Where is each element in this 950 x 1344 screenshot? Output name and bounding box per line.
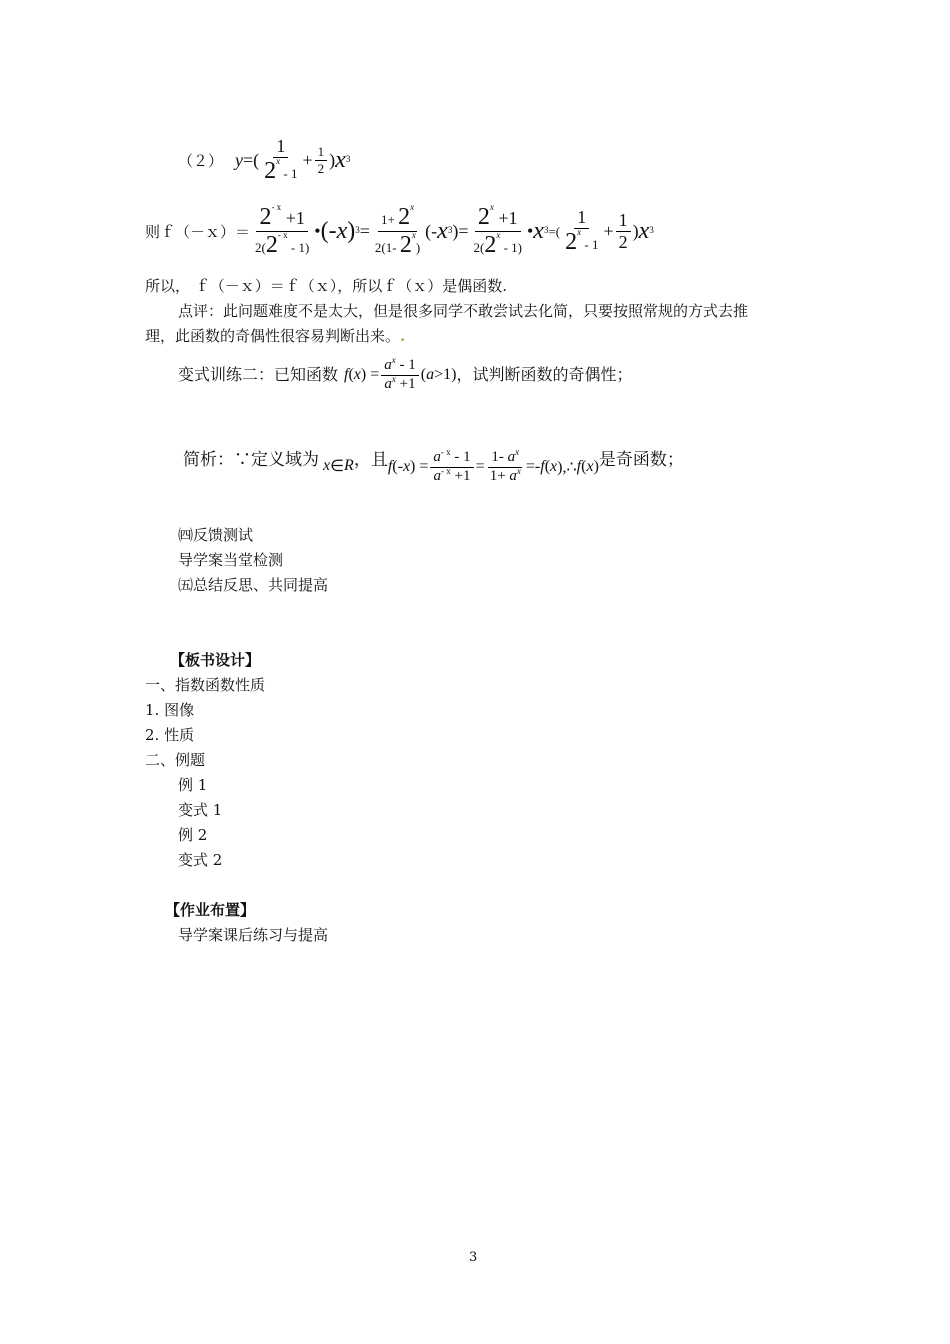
- derivation-prefix: 则ｆ（－ｘ）＝: [145, 222, 251, 241]
- board-sub-item: 例 2: [178, 826, 208, 844]
- summary-title: ㈤总结反思、共同提高: [178, 576, 329, 594]
- variant-prefix: 变式训练二：已知函数: [178, 365, 339, 385]
- board-sub-item: 变式 2: [178, 851, 223, 869]
- board-item: 1. 图像: [145, 701, 195, 719]
- feedback-title: ㈣反馈测试: [178, 526, 254, 544]
- board-item: 2. 性质: [145, 726, 195, 744]
- analysis-suffix: 是奇函数；: [598, 450, 684, 471]
- feedback-item: 导学案当堂检测: [178, 551, 284, 569]
- equation-part2: （２） y =( $\frac{1}{2^x - 1}$ + $\frac{1}{2}$ ) x $^3$: [178, 136, 351, 184]
- analysis: 简析：∵定义域为 x ∈ R ，且 f (- x ) = $\frac{a^{- x} - 1}{a^{- x} +1}$ = $\frac{1- a^x}{1+ a^x}$ =- f ( x ),∴ f ( x ) 是奇函数；: [183, 447, 684, 484]
- homework-item: 导学案课后练习与提高: [178, 926, 329, 944]
- equation-derivation: 则ｆ（－ｘ）＝ $\frac{2^{- x} +1}{2(2^{- x} - 1)}$ • (- x ) $^3$ = $\frac{1+ 2^x}{2(1- 2^x)}$ (- x $^3$ ) = $\frac{2^x +1}{2(2^x - 1)}$ • x $^3$ =( $\frac{1}{2^x - 1}$ + $\frac{1}{2}$ ) x $^3$: [145, 202, 654, 259]
- comment-line-1: 点评：此问题难度不是太大，但是很多同学不敢尝试去化简，只要按照常规的方式去推: [178, 302, 749, 320]
- board-item: 二、例题: [145, 751, 206, 769]
- board-sub-item: 变式 1: [178, 801, 223, 819]
- variant-exercise: 变式训练二：已知函数 f ( x ) = $\frac{a^x - 1}{a^x +1}$ ( a >1) ，试判断函数的奇偶性；: [178, 355, 633, 392]
- page-number: 3: [469, 1250, 478, 1265]
- board-item: 一、指数函数性质: [145, 676, 266, 694]
- conclusion-text: 所以， ｆ（－ｘ）＝ｆ（ｘ），所以ｆ（ｘ）是偶函数.: [145, 277, 508, 295]
- analysis-prefix: 简析：∵定义域为: [183, 450, 319, 471]
- variant-suffix: ，试判断函数的奇偶性；: [456, 365, 633, 385]
- part2-label: （２）: [178, 151, 224, 170]
- homework-title: 【作业布置】: [165, 901, 256, 919]
- board-title: 【板书设计】: [170, 651, 261, 669]
- analysis-mid: ，且: [353, 450, 388, 471]
- board-sub-item: 例 1: [178, 776, 208, 794]
- comment-line-2: 理，此函数的奇偶性很容易判断出来。.: [145, 327, 406, 345]
